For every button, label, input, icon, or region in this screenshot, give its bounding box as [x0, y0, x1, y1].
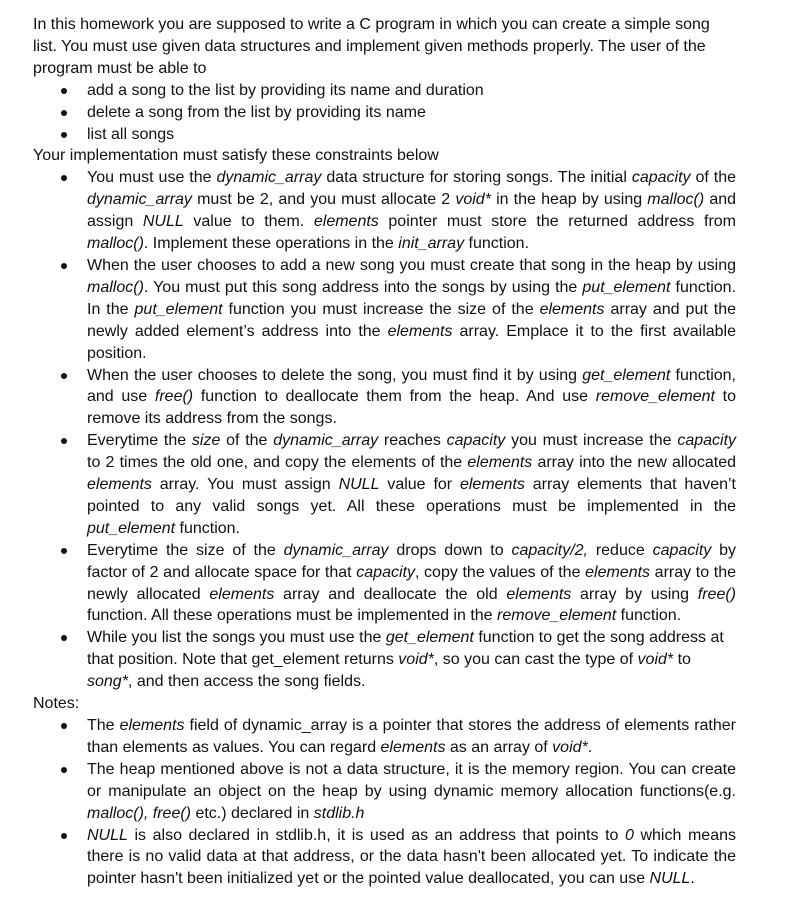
italic-term: get_element [582, 366, 671, 384]
italic-term: elements [209, 585, 275, 603]
constraint-item: You must use the dynamic_array data structure for storing songs. The initial capacity of the dynamic_array must be 2, and you must allocate 2 void* in the heap by using malloc() and assign NULL value to them. elements pointer must store the returned address from malloc(). Implement these operations in the init_array function. [33, 167, 736, 255]
italic-term: remove_element [497, 607, 617, 625]
operation-item: list all songs [33, 124, 736, 146]
italic-term: NULL [338, 476, 380, 494]
notes-heading: Notes: [33, 695, 80, 713]
italic-term: capacity [446, 432, 506, 450]
italic-term: remove_element [595, 388, 715, 406]
italic-term: capacity [677, 432, 737, 450]
italic-term: NULL [87, 826, 128, 844]
italic-term: put_element [134, 300, 223, 318]
italic-term: NULL [142, 213, 184, 231]
italic-term: capacity [356, 563, 415, 581]
constraint-item: While you list the songs you must use the get_element function to get the song address at that position. Note that get_element returns void*, so you can cast the type of void* to song*, and then access the song fields. [33, 627, 736, 693]
italic-term: free() [697, 585, 737, 603]
constraint-item: Everytime the size of the dynamic_array reaches capacity you must increase the capacity to 2 times the old one, and copy the elements of the elements array into the new allocated elements array. You must assign NULL value for elements array elements that haven’t pointed to any valid songs yet. All these operations must be implemented in the put_element function. [33, 430, 736, 540]
italic-term: put_element [87, 519, 176, 537]
italic-term: capacity [652, 541, 712, 559]
italic-term: 0 [625, 826, 634, 844]
constraints-list [33, 167, 736, 693]
italic-term: elements [459, 476, 525, 494]
italic-term: void* [455, 191, 491, 209]
italic-term: void* [552, 738, 588, 756]
italic-term: elements [87, 476, 152, 494]
italic-term: malloc() [647, 191, 705, 209]
italic-term: elements [539, 300, 605, 318]
italic-term: get_element [385, 629, 474, 647]
operation-item: delete a song from the list by providing its name [33, 102, 736, 124]
italic-term: elements [119, 717, 185, 734]
italic-term: elements [506, 585, 572, 603]
note-item: The elements field of dynamic_array is a pointer that stores the address of elements rather than elements as values. You can regard elements as an array of void*. [33, 715, 736, 759]
italic-term: capacity/2, [511, 541, 588, 559]
italic-term: elements [380, 738, 446, 756]
constraint-item: Everytime the size of the dynamic_array drops down to capacity/2, reduce capacity by factor of 2 and allocate space for that capacity, copy the values of the elements array to the newly allocated elements array and deallocate the old elements array by using free() function. All these operations must be implemented in the remove_element function. [33, 540, 736, 628]
italic-term: elements [313, 213, 379, 231]
italic-term: free() [154, 388, 194, 406]
operations-list [33, 80, 736, 146]
italic-term: elements [467, 454, 533, 472]
italic-term: elements [585, 563, 651, 581]
operation-item: add a song to the list by providing its name and duration [33, 80, 736, 102]
italic-term: capacity [631, 169, 691, 187]
italic-term: void* [637, 651, 674, 669]
italic-term: malloc() [87, 278, 144, 296]
italic-term: song* [87, 673, 128, 691]
italic-term: void* [398, 651, 434, 669]
constraint-item: When the user chooses to add a new song you must create that song in the heap by using malloc(). You must put this song address into the songs by using the put_element function. In the put_element function you must increase the size of the elements array and put the newly added element’s address into the elements array. Emplace it to the first available position. [33, 255, 736, 365]
italic-term: NULL [649, 870, 691, 888]
constraint-item: When the user chooses to delete the song, you must find it by using get_element function, and use free() function to deallocate them from the heap. And use remove_element to remove its address from the songs. [33, 365, 736, 431]
notes-list [33, 715, 736, 890]
italic-term: dynamic_array [87, 191, 192, 209]
note-item: The heap mentioned above is not a data structure, it is the memory region. You can create or manipulate an object on the heap by using dynamic memory allocation functions(e.g. malloc(), free() etc.) declared in stdlib.h [33, 759, 736, 825]
italic-term: init_array [398, 235, 465, 253]
italic-term: put_element [582, 278, 671, 296]
italic-term: malloc() [87, 235, 144, 253]
italic-term: malloc(), free() [87, 804, 192, 822]
note-item: NULL is also declared in stdlib.h, it is used as an address that points to 0 which means there is no valid data at that address, or the data hasn't been allocated yet. To indicate the pointer hasn't been initialized yet or the pointed value deallocated, you can use NULL. [33, 825, 736, 891]
intro-paragraph: In this homework you are supposed to write a C program in which you can create a simple song list. You must use given data structures and implement given methods properly. The user of the program must be able to [33, 16, 710, 77]
italic-term: dynamic_array [273, 432, 379, 450]
italic-term: size [191, 432, 221, 450]
constraints-heading: Your implementation must satisfy these constraints below [33, 147, 439, 165]
italic-term: elements [387, 322, 453, 340]
italic-term: stdlib.h [313, 804, 365, 822]
italic-term: dynamic_array [283, 541, 389, 559]
italic-term: dynamic_array [216, 169, 322, 187]
homework-document [33, 14, 736, 890]
